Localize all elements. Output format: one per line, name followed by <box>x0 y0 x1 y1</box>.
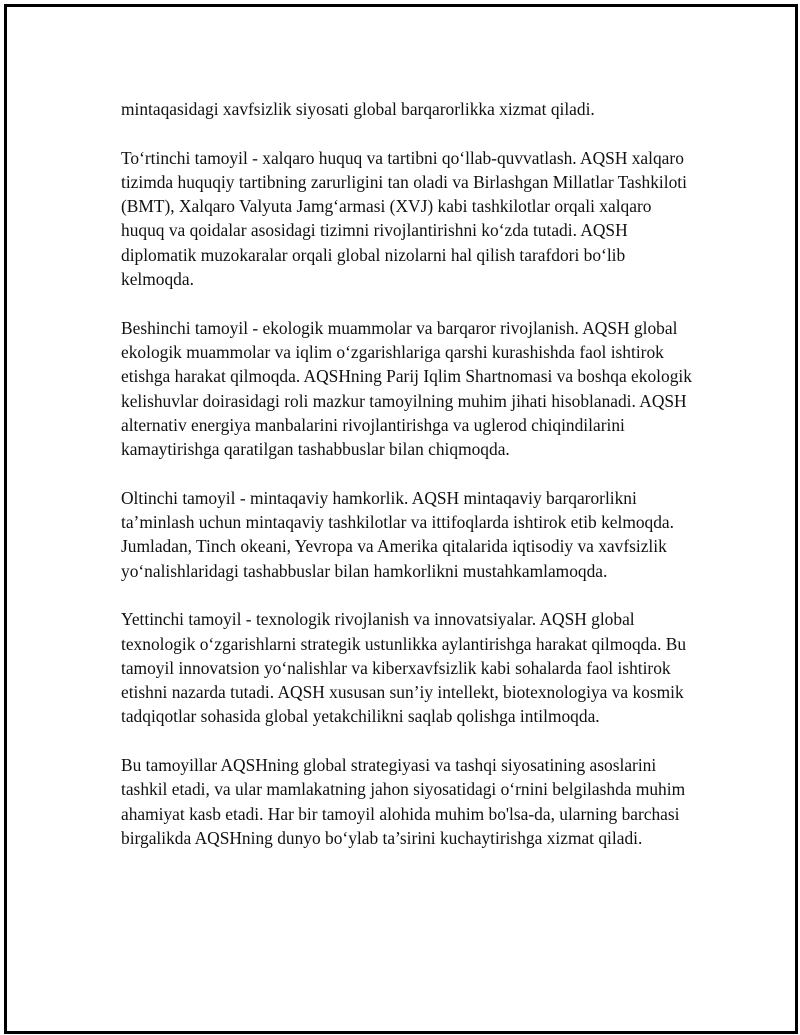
paragraph-fourth-principle: To‘rtinchi tamoyil - xalqaro huquq va tartibni qo‘llab-quvvatlash. AQSH xalqaro tizimda huquqiy tartibning zarurligini tan oladi va Birlashgan Millatlar Tashkiloti (BMT), Xalqaro Valyuta Jamg‘armasi (XVJ) kabi tashkilotlar orqali xalqaro huquq va qoidalar asosidagi tizimni rivojlantirishni ko‘zda tutadi. AQSH diplomatik muzokaralar orqali global nizolarni hal qilish tarafdori bo‘lib kelmoqda. <box>121 147 687 290</box>
paragraph-sixth-principle: Oltinchi tamoyil - mintaqaviy hamkorlik. AQSH mintaqaviy barqarorlikni ta’minlash uchun mintaqaviy tashkilotlar va ittifoqlarda ishtirok etib kelmoqda. Jumladan, Tinch okeani, Yevropa va Amerika qitalarida iqtisodiy va xavfsizlik yo‘nalishlaridagi tashabbuslar bilan hamkorlikni mustahkamlamoqda. <box>121 487 674 581</box>
paragraph-continuation: mintaqasidagi xavfsizlik siyosati global barqarorlikka xizmat qiladi. <box>121 99 595 119</box>
paragraph-conclusion: Bu tamoyillar AQSHning global strategiyasi va tashqi siyosatining asoslarini tashkil etadi, va ular mamlakatning jahon siyosatidagi o‘rnini belgilashda muhim ahamiyat kasb etadi. Har bir tamoyil alohida muhim bo'lsa-da, ularning barchasi birgalikda AQSHning dunyo bo‘ylab ta’sirini kuchaytirishga xizmat qiladi. <box>121 755 686 848</box>
paragraph-fifth-principle: Beshinchi tamoyil - ekologik muammolar va barqaror rivojlanish. AQSH global ekologik muammolar va iqlim o‘zgarishlariga qarshi kurashishda faol ishtirok etishga harakat qilmoqda. AQSHning Parij Iqlim Shartnomasi va boshqa ekologik kelishuvlar doirasidagi roli mazkur tamoyilning muhim jihati hisoblanadi. AQSH alternativ energiya manbalarini rivojlantirishga va uglerod chiqindilarini kamaytirishga qaratilgan tashabbuslar bilan chiqmoqda. <box>121 317 692 460</box>
paragraph-seventh-principle: Yettinchi tamoyil - texnologik rivojlanish va innovatsiyalar. AQSH global texnologik o‘zgarishlarni strategik ustunlikka aylantirishga harakat qilmoqda. Bu tamoyil innovatsion yo‘nalishlar va kiberxavfsizlik kabi sohalarda faol ishtirok etishni nazarda tutadi. AQSH xususan sun’iy intellekt, biotexnologiya va kosmik tadqiqotlar sohasida global yetakchilikni saqlab qolishga intilmoqda. <box>121 609 687 727</box>
document-body <box>121 97 696 875</box>
page-frame <box>4 4 798 1034</box>
